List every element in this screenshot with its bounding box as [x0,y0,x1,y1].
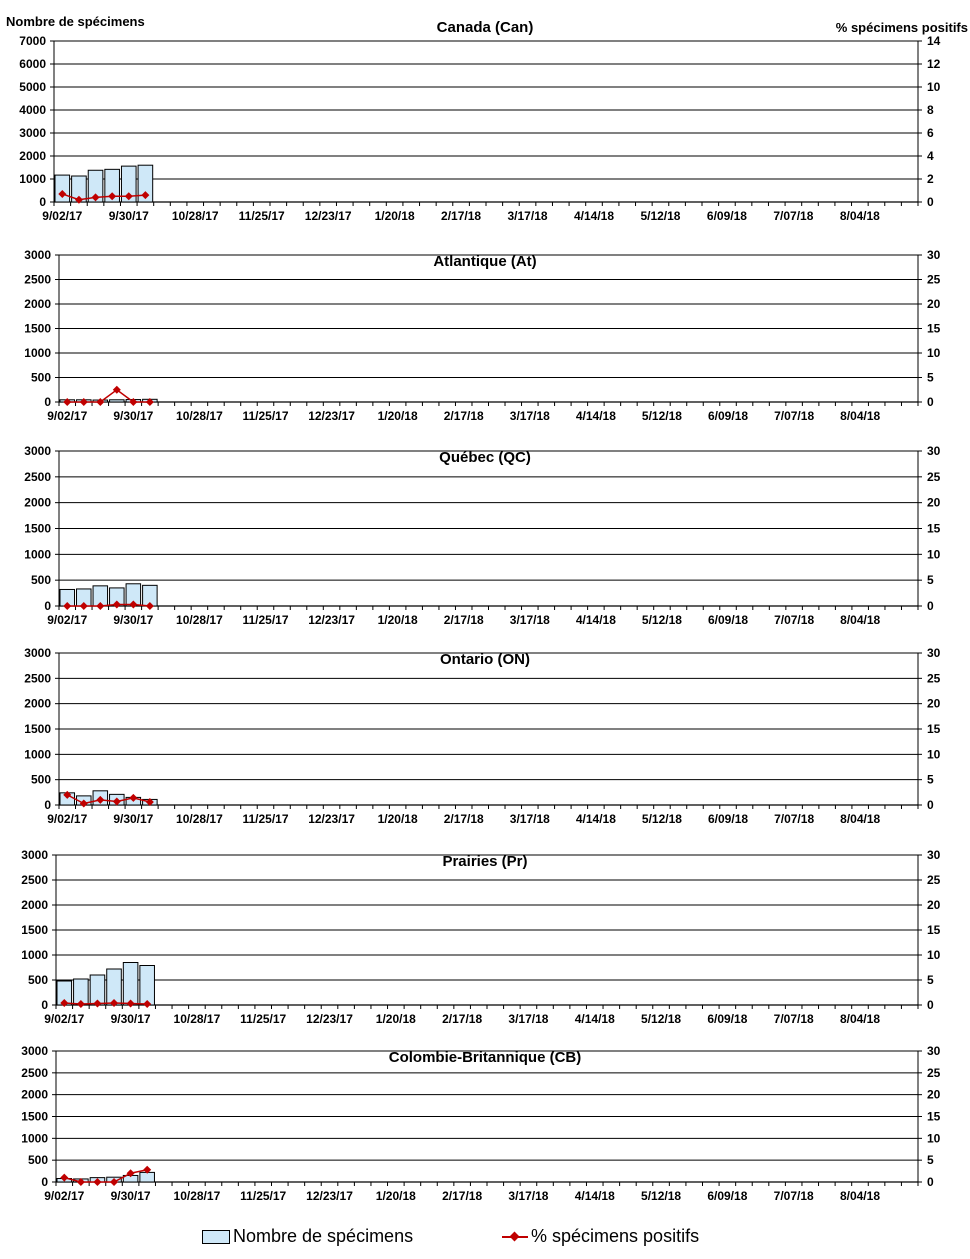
y-left-tick-label: 3000 [24,248,51,262]
x-tick-label: 11/25/17 [242,613,289,627]
right-axis-heading: % spécimens positifs [835,20,968,35]
x-tick-label: 2/17/18 [441,209,482,223]
y-left-tick-label: 500 [30,573,51,588]
y-left-tick-label: 1500 [21,1109,48,1124]
y-right-tick-label: 12 [927,57,941,71]
x-tick-label: 10/28/17 [171,209,219,223]
x-tick-label: 6/09/18 [708,409,749,423]
x-tick-label: 9/30/17 [113,613,154,627]
y-right-tick-label: 25 [927,272,941,287]
y-right-tick-label: 5 [927,1153,934,1168]
x-tick-label: 9/30/17 [113,409,154,423]
x-tick-label: 11/25/17 [240,1189,287,1203]
y-left-tick-label: 3000 [24,444,51,458]
y-right-tick-label: 0 [927,195,934,209]
y-right-tick-label: 10 [927,547,941,562]
y-right-tick-label: 5 [927,370,934,385]
y-left-tick-label: 1500 [24,321,51,336]
y-left-tick-label: 3000 [21,848,48,862]
chart-title: Ontario (ON) [440,651,530,668]
legend-item-line [502,1226,699,1247]
y-right-tick-label: 20 [927,495,941,510]
y-right-tick-label: 2 [927,172,934,186]
y-left-tick-label: 2000 [24,495,51,510]
y-left-tick-label: 0 [44,395,51,409]
x-tick-label: 3/17/18 [508,1189,549,1203]
y-left-tick-label: 0 [44,798,51,812]
chart-panel [19,19,940,223]
y-right-tick-label: 5 [927,973,934,987]
y-left-tick-label: 2500 [24,671,51,686]
x-tick-label: 6/09/18 [708,812,749,826]
x-tick-label: 6/09/18 [707,1012,748,1026]
y-left-tick-label: 2000 [21,898,48,912]
y-left-tick-label: 1000 [24,346,51,360]
y-right-tick-label: 10 [927,1131,941,1146]
x-tick-label: 2/17/18 [442,1012,483,1026]
y-left-tick-label: 2000 [21,1087,48,1102]
x-tick-label: 4/14/18 [574,1012,615,1026]
y-right-tick-label: 15 [927,722,941,736]
x-tick-label: 9/02/17 [47,613,88,627]
y-left-tick-label: 2500 [24,469,51,484]
x-tick-label: 7/07/18 [774,409,815,423]
y-left-tick-label: 0 [41,998,48,1012]
chart-legend [0,1222,970,1252]
bar [55,175,70,202]
x-tick-label: 1/20/18 [375,1012,416,1026]
x-tick-label: 9/02/17 [47,812,88,826]
y-right-tick-label: 15 [927,923,941,937]
x-tick-label: 11/25/17 [238,209,285,223]
y-left-tick-label: 500 [27,1153,48,1168]
x-tick-label: 6/09/18 [706,209,747,223]
x-tick-label: 7/07/18 [774,613,815,627]
x-tick-label: 11/25/17 [242,409,289,423]
x-tick-label: 9/30/17 [113,812,154,826]
x-tick-label: 5/12/18 [640,209,681,223]
y-left-tick-label: 1500 [24,521,51,536]
y-right-tick-label: 4 [927,149,934,163]
y-left-tick-label: 0 [41,1175,48,1189]
x-tick-label: 11/25/17 [242,812,289,826]
x-tick-label: 8/04/18 [840,409,881,423]
y-left-tick-label: 1000 [21,1131,48,1146]
x-tick-label: 9/02/17 [44,1189,85,1203]
y-right-tick-label: 30 [927,1044,941,1058]
left-axis-heading: Nombre de spécimens [6,14,145,29]
x-tick-label: 8/04/18 [839,209,880,223]
x-tick-label: 3/17/18 [509,409,550,423]
y-left-tick-label: 3000 [24,646,51,660]
y-right-tick-label: 0 [927,798,934,812]
legend-label-line: % spécimens positifs [531,1226,700,1246]
x-tick-label: 1/20/18 [377,812,418,826]
x-tick-label: 5/12/18 [641,1012,682,1026]
y-right-tick-label: 20 [927,898,941,912]
chart-title: Québec (QC) [439,449,531,466]
y-left-tick-label: 2500 [21,1065,48,1080]
x-tick-label: 10/28/17 [176,613,223,627]
y-left-tick-label: 500 [30,370,51,385]
x-tick-label: 2/17/18 [443,409,484,423]
x-tick-label: 8/04/18 [840,812,881,826]
x-tick-label: 7/07/18 [774,812,815,826]
y-left-tick-label: 1000 [21,948,48,962]
y-right-tick-label: 0 [927,998,934,1012]
y-left-tick-label: 2500 [21,873,48,887]
x-tick-label: 3/17/18 [508,1012,549,1026]
x-tick-label: 12/23/17 [306,1189,353,1203]
x-tick-label: 9/02/17 [44,1012,85,1026]
y-right-tick-label: 10 [927,747,941,762]
x-tick-label: 12/23/17 [306,1012,353,1026]
y-left-tick-label: 3000 [19,126,46,140]
chart-panel [21,848,940,1026]
y-right-tick-label: 25 [927,1065,941,1080]
y-left-tick-label: 500 [27,973,48,987]
x-tick-label: 4/14/18 [575,409,616,423]
chart-title: Atlantique (At) [433,253,537,270]
x-tick-label: 1/20/18 [377,409,418,423]
y-left-tick-label: 6000 [19,57,46,71]
chart-panel [24,646,940,826]
y-right-tick-label: 15 [927,1109,941,1124]
x-tick-label: 12/23/17 [308,812,355,826]
line-diamond-swatch-icon [502,1231,528,1243]
x-tick-label: 5/12/18 [641,812,682,826]
y-right-tick-label: 25 [927,469,941,484]
y-left-tick-label: 1500 [24,722,51,736]
x-tick-label: 1/20/18 [374,209,415,223]
x-tick-label: 4/14/18 [575,613,616,627]
y-left-tick-label: 2000 [24,297,51,311]
x-tick-label: 6/09/18 [707,1189,748,1203]
y-left-tick-label: 0 [39,195,46,209]
x-tick-label: 5/12/18 [641,613,682,627]
y-left-tick-label: 0 [44,599,51,613]
x-tick-label: 10/28/17 [176,812,223,826]
y-left-tick-label: 2500 [24,272,51,287]
bar [123,963,138,1006]
y-left-tick-label: 500 [30,772,51,787]
y-left-tick-label: 1500 [21,923,48,937]
y-right-tick-label: 15 [927,321,941,336]
x-tick-label: 7/07/18 [773,1189,814,1203]
y-left-tick-label: 4000 [19,103,46,117]
x-tick-label: 7/07/18 [773,1012,814,1026]
x-tick-label: 9/30/17 [108,209,149,223]
x-tick-label: 5/12/18 [641,1189,682,1203]
legend-item-bars [202,1226,413,1247]
x-tick-label: 3/17/18 [509,613,550,627]
x-tick-label: 9/02/17 [47,409,88,423]
y-left-tick-label: 2000 [19,149,46,163]
x-tick-label: 12/23/17 [308,409,355,423]
x-tick-label: 4/14/18 [575,812,616,826]
x-tick-label: 1/20/18 [377,613,418,627]
y-right-tick-label: 6 [927,126,934,140]
x-tick-label: 12/23/17 [304,209,352,223]
y-right-tick-label: 30 [927,444,941,458]
line-point [63,398,71,406]
y-right-tick-label: 8 [927,103,934,117]
y-left-tick-label: 5000 [19,80,46,94]
x-tick-label: 1/20/18 [375,1189,416,1203]
x-tick-label: 8/04/18 [840,613,881,627]
y-right-tick-label: 10 [927,80,941,94]
y-right-tick-label: 10 [927,948,941,962]
x-tick-label: 9/30/17 [110,1012,151,1026]
series-line [64,1003,147,1004]
line-point [80,398,88,406]
y-right-tick-label: 25 [927,671,941,686]
bar [140,1172,155,1182]
y-left-tick-label: 1000 [24,547,51,562]
y-right-tick-label: 0 [927,1175,934,1189]
y-right-tick-label: 30 [927,248,941,262]
y-right-tick-label: 20 [927,696,941,711]
y-left-tick-label: 1000 [19,172,46,186]
y-right-tick-label: 30 [927,646,941,660]
y-right-tick-label: 5 [927,772,934,787]
chart-title: Canada (Can) [436,19,534,36]
x-tick-label: 2/17/18 [443,613,484,627]
x-tick-label: 12/23/17 [308,613,355,627]
y-right-tick-label: 20 [927,297,941,311]
x-tick-label: 4/14/18 [574,1189,615,1203]
y-right-tick-label: 0 [927,599,934,613]
bar [140,966,155,1006]
x-tick-label: 4/14/18 [573,209,615,223]
bar [110,400,125,402]
x-tick-label: 9/02/17 [42,209,83,223]
y-right-tick-label: 20 [927,1087,941,1102]
chart-panel [24,444,940,627]
y-right-tick-label: 14 [927,34,941,48]
chart-title: Colombie-Britannique (CB) [388,1049,582,1066]
x-tick-label: 6/09/18 [708,613,749,627]
y-right-tick-label: 30 [927,848,941,862]
x-tick-label: 9/30/17 [110,1189,151,1203]
legend-label-bars: Nombre de spécimens [233,1226,414,1246]
x-tick-label: 10/28/17 [173,1012,221,1026]
x-tick-label: 10/28/17 [176,409,223,423]
x-tick-label: 7/07/18 [773,209,814,223]
x-tick-label: 10/28/17 [173,1189,221,1203]
y-left-tick-label: 3000 [21,1044,48,1058]
x-tick-label: 8/04/18 [839,1189,881,1203]
y-left-tick-label: 7000 [19,34,46,48]
chart-panel [21,1044,940,1203]
y-right-tick-label: 25 [927,873,941,887]
chart-panel [24,248,940,423]
y-right-tick-label: 5 [927,573,934,588]
x-tick-label: 3/17/18 [509,812,550,826]
x-tick-label: 3/17/18 [507,209,548,223]
x-tick-label: 8/04/18 [839,1012,881,1026]
x-tick-label: 11/25/17 [240,1012,287,1026]
y-left-tick-label: 2000 [24,696,51,711]
bar-swatch-icon [202,1230,230,1244]
chart-title: Prairies (Pr) [442,853,528,870]
y-left-tick-label: 1000 [24,747,51,762]
x-tick-label: 5/12/18 [641,409,682,423]
x-tick-label: 2/17/18 [442,1189,483,1203]
y-right-tick-label: 0 [927,395,934,409]
x-tick-label: 2/17/18 [443,812,484,826]
y-right-tick-label: 10 [927,346,941,360]
y-right-tick-label: 15 [927,521,941,536]
